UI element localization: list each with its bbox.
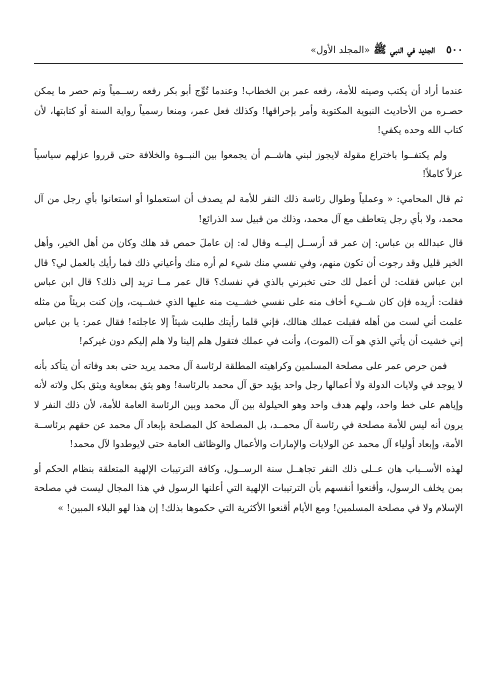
paragraph-1: عندما أراد أن يكتب وصيته للأمة، رفعه عمر بن الخطاب! وعندما تُوِّج أبو بكر رفعه رســمياً وتم حصر ما يمكن حصـره من الأحاديث النبوية المكتوبة وأمر بإحراقها! وكذلك فعل عمر، ومنعا رسمياً رواية السنة أو كتابتها، لأن كتاب الله وحده يكفي! xyxy=(34,86,463,137)
paragraph-5: فمن حرص عمر على مصلحة المسلمين وكراهيته المطلقة لرئاسة آل محمد يريد حتى بعد وفاته أن يتأكد بأنه لا يوجد في ولايات الدولة ولا أعمالها رجل واحد يؤيد حق آل محمد بالرئاسة! وهو يثق بمعاوية ويثق بكل ولاته لأنه وإياهم على خط واحد، ولهم هدف واحد وهو الحيلولة بين آل محمد وبين الرئاسة العامة للأمة، لأن ذلك النفر لا يرون أنه ليس للأمة مصلحة في رئاسة آل محمــد، بل المصلحة كل المصلحة بإبعاد آل محمد عن حقهم برئاســة الأمة، وإبعاد أولياء آل محمد عن الولايات والإمارات والأعمال والوظائف العامة حتى لايوطدوا لآل محمد! xyxy=(34,360,463,451)
volume-label: «المجلد الأول» xyxy=(310,45,370,56)
book-title: الجديد في النبي ﷺ xyxy=(373,44,435,56)
paragraph-4: قال عبدالله بن عباس: إن عمر قد أرســل إليــه وقال له: إن عاملَ حمص قد هلك وكان من أهل الخير، وأهل الخير قليل وقد رجوت أن تكون منهم، وفي نفسي منك شيء لم أره منك وأعياني ذلك فما رأيك بالعمل لي؟ قال ابن عباس فقلت: لن أعمل لك حتى تخبرني بالذي في نفسك؟ قال عمر مــا تريد إلى ذلك؟ قال ابن عباس فقلت: أريده فإن كان شــيء أخاف منه على نفسي خشــيت منه عليها الذي خشــيت، وإن كنت بريئاً من مثله علمت أني لست من أهله فقبلت عملك هنالك، فإني قلما رأيتك طلبت شيئاً إلا عاجلته! فقال عمر: يا بن عباس إني خشيت أن يأتي الذي هو آت (الموت)، وأنت في عملك فتقول هلم إلينا ولا هلم إليكم دون غيركم! xyxy=(34,238,463,348)
paragraph-3: ثم قال المحامي: « وعملياً وطوال رئاسة ذلك النفر للأمة لم يصدف أن استعملوا أو استعانوا بأي رجل من آل محمد، ولا بأي رجل يتعاطف مع آل محمد، وذلك من قبيل سد الذرائع! xyxy=(34,193,463,225)
page-number: ٥٠٠ xyxy=(446,44,463,56)
header-rule xyxy=(34,63,463,64)
running-title xyxy=(310,40,435,61)
page-header xyxy=(34,40,463,60)
paragraph-2: ولم يكتفــوا باختراع مقولة لايجوز لبني هاشــم أن يجمعوا بين النبــوة والخلافة حتى قرروا عزلهم سياسياً عزلاً كاملاً! xyxy=(34,149,463,181)
page-body xyxy=(34,82,463,518)
paragraph-6: لهذه الأســباب هان عــلى ذلك النفر تجاهــل سنة الرســول، وكافة الترتيبات الإلهية المتعلقة بنظام الحكم أو بمن يخلف الرسول، وأقنعوا أنفسهم بأن الترتيبات الإلهية التي أعلنها الرسول في هذا المجال ليست في مصلحة الإسلام ولا في مصلحة المسلمين! ومع الأيام أقنعوا الأكثرية التي حكموها بذلك! إن هذا لهو البلاء المبين! » xyxy=(34,463,463,514)
